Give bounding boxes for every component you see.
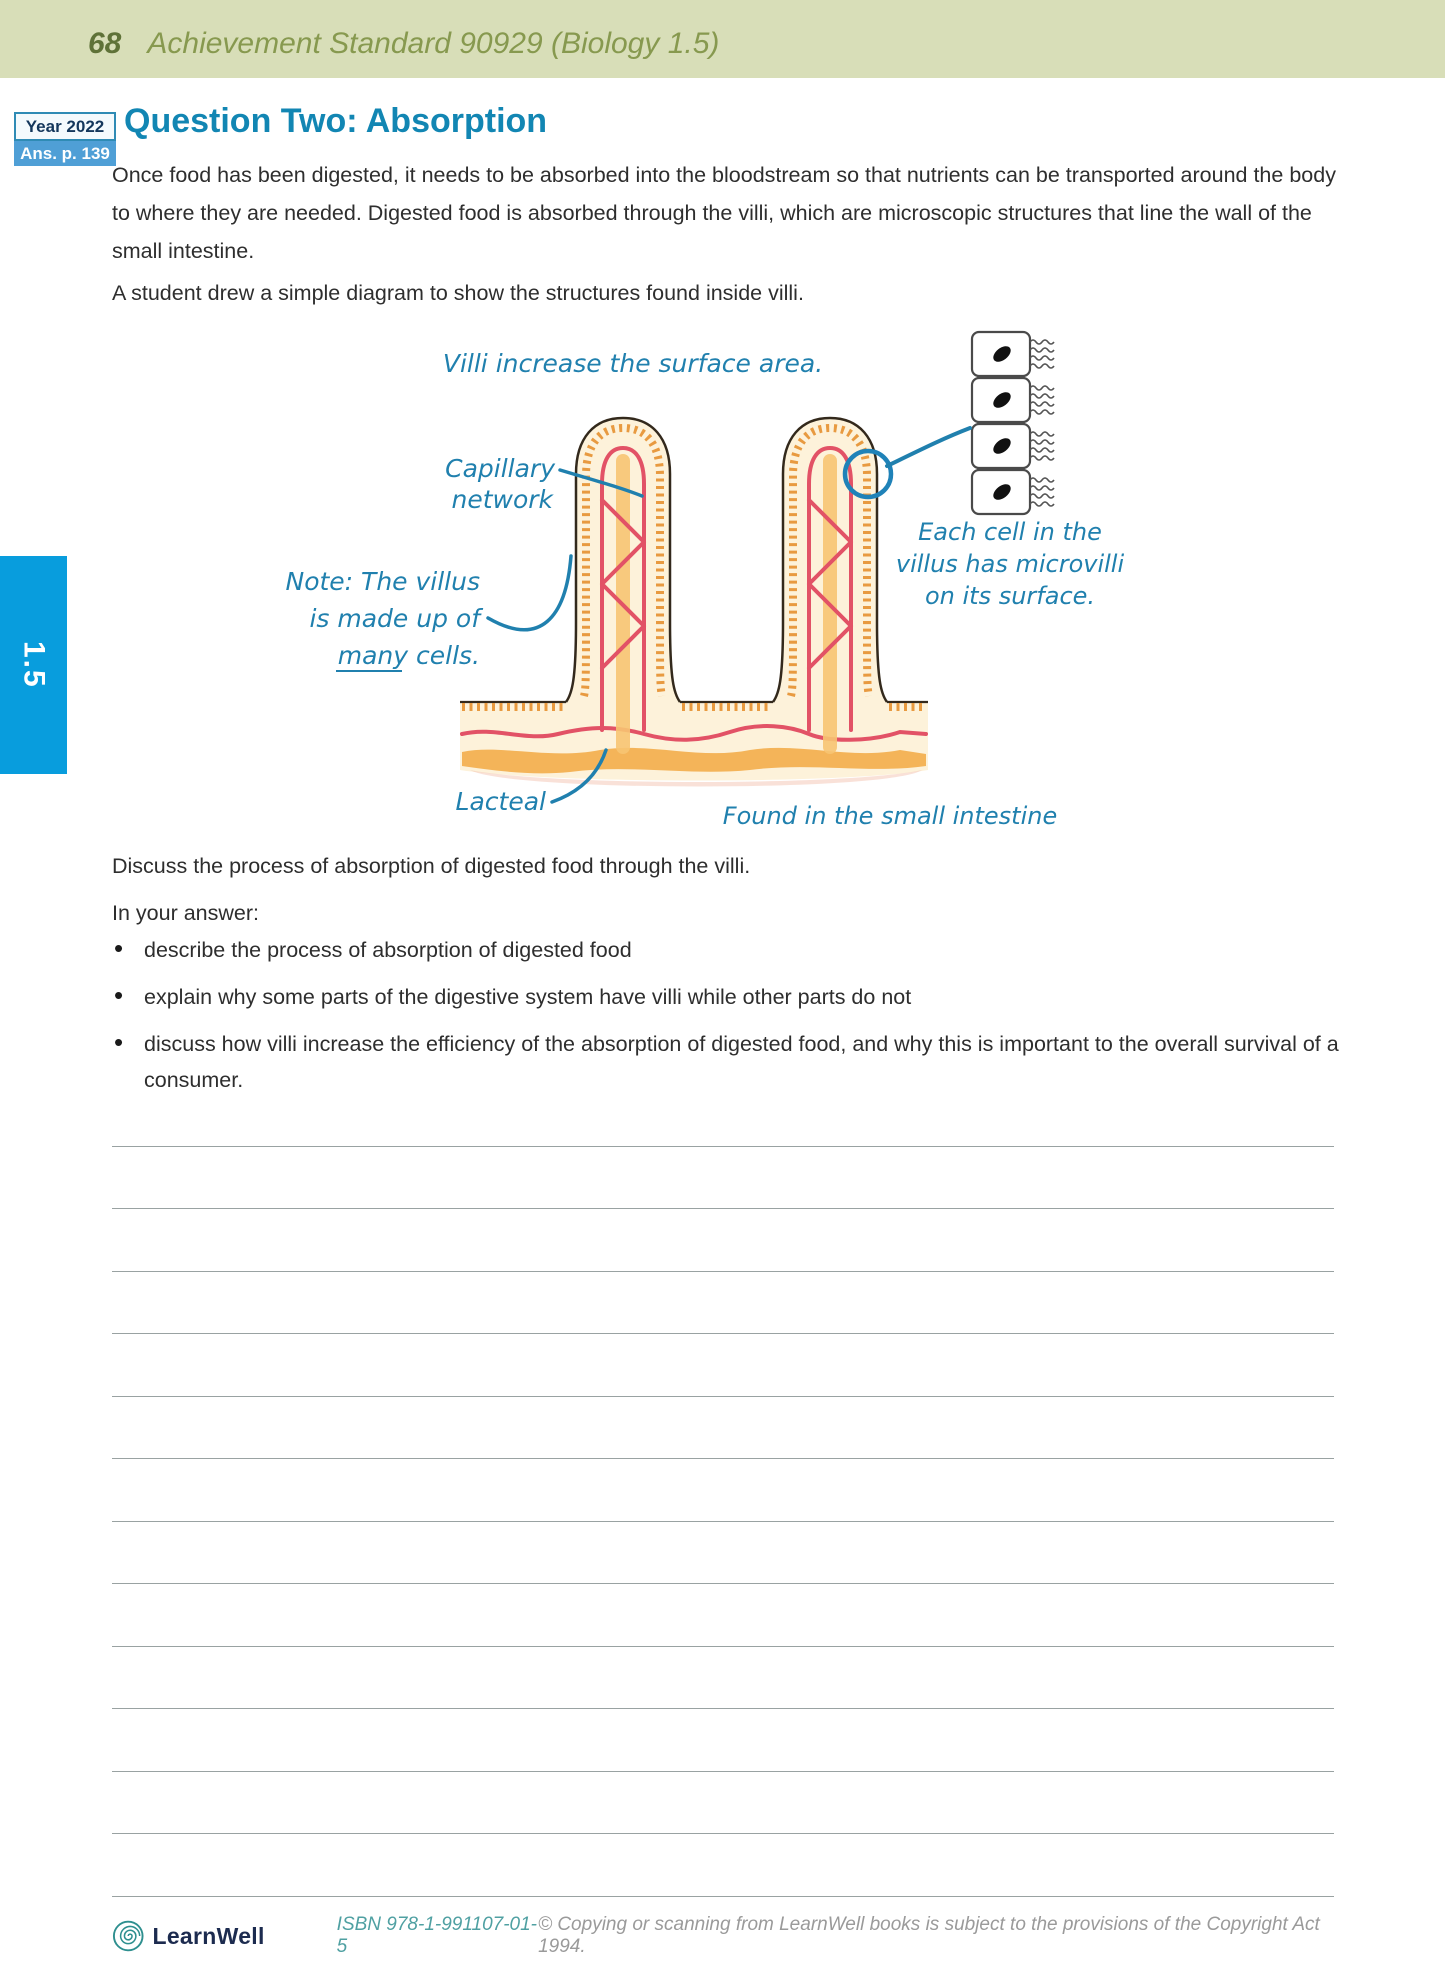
list-item: • explain why some parts of the digestive system have villi while other parts do not	[112, 979, 1344, 1015]
page-number: 68	[88, 27, 122, 60]
answer-line[interactable]	[112, 1647, 1334, 1710]
mucosa-base	[460, 702, 928, 787]
answer-line[interactable]	[112, 1209, 1334, 1272]
label-lacteal: Lacteal	[455, 787, 546, 816]
label-note: is made up of	[309, 604, 480, 633]
diagram-intro: A student drew a simple diagram to show the structures found inside villi.	[112, 281, 804, 305]
intro-paragraph: Once food has been digested, it needs to be absorbed into the bloodstream so that nutrients can be transported around the body to where they are needed. Digested food is absorbed through the villi, which are microscopic structures that line the wall of the small intestine.	[112, 163, 1336, 263]
villi-diagram	[250, 322, 1150, 837]
microvilli	[1030, 340, 1054, 506]
brand-name: LearnWell	[152, 1922, 265, 1949]
chapter-tab-label: 1.5	[17, 641, 51, 689]
label-location: Found in the small intestine	[722, 802, 1058, 830]
answers-page-badge: Ans. p. 139	[14, 141, 116, 166]
answer-line[interactable]	[112, 1709, 1334, 1772]
label-microvilli: Each cell in the	[918, 518, 1102, 546]
label-surface-area: Villi increase the surface area.	[442, 349, 824, 378]
answer-line[interactable]	[112, 1147, 1334, 1210]
label-capillary: network	[451, 485, 553, 514]
label-capillary: Capillary	[445, 454, 555, 483]
year-badge: Year 2022	[14, 112, 116, 141]
page-footer	[112, 1912, 1335, 1960]
label-note: Note: The villus	[285, 567, 480, 596]
label-microvilli: on its surface.	[924, 582, 1096, 610]
list-item: • discuss how villi increase the efficiency of the absorption of digested food, and why this is important to the overall survival of a consumer.	[112, 1026, 1344, 1098]
question-title: Question Two: Absorption	[124, 102, 548, 140]
answer-line[interactable]	[112, 1459, 1334, 1522]
answer-line[interactable]	[112, 1397, 1334, 1460]
answer-line[interactable]	[112, 1334, 1334, 1397]
answer-line[interactable]	[112, 1084, 1334, 1147]
year-answers-badge	[14, 112, 116, 166]
standard-title: Achievement Standard 90929 (Biology 1.5)	[147, 27, 720, 60]
answer-prompt: In your answer:	[112, 901, 259, 925]
answer-line[interactable]	[112, 1772, 1334, 1835]
answer-line[interactable]	[112, 1584, 1334, 1647]
list-item: • describe the process of absorption of digested food	[112, 932, 1344, 968]
answer-line[interactable]	[112, 1834, 1334, 1897]
page-header	[0, 0, 1445, 78]
isbn-text: ISBN 978-1-991107-01-5	[336, 1914, 537, 1957]
chapter-tab	[0, 556, 67, 774]
epithelial-cell-stack	[972, 332, 1054, 514]
spiral-logo-icon	[112, 1919, 144, 1953]
answer-lines-area[interactable]	[112, 1084, 1334, 1897]
answer-line[interactable]	[112, 1522, 1334, 1585]
requirements-list	[112, 932, 1344, 1109]
answer-line[interactable]	[112, 1272, 1334, 1335]
label-note: many cells.	[337, 641, 480, 670]
label-microvilli: villus has microvilli	[895, 550, 1125, 578]
task-statement: Discuss the process of absorption of digested food through the villi.	[112, 854, 751, 878]
copyright-text: © Copying or scanning from LearnWell books is subject to the provisions of the Copyright Act 1994.	[538, 1914, 1320, 1957]
